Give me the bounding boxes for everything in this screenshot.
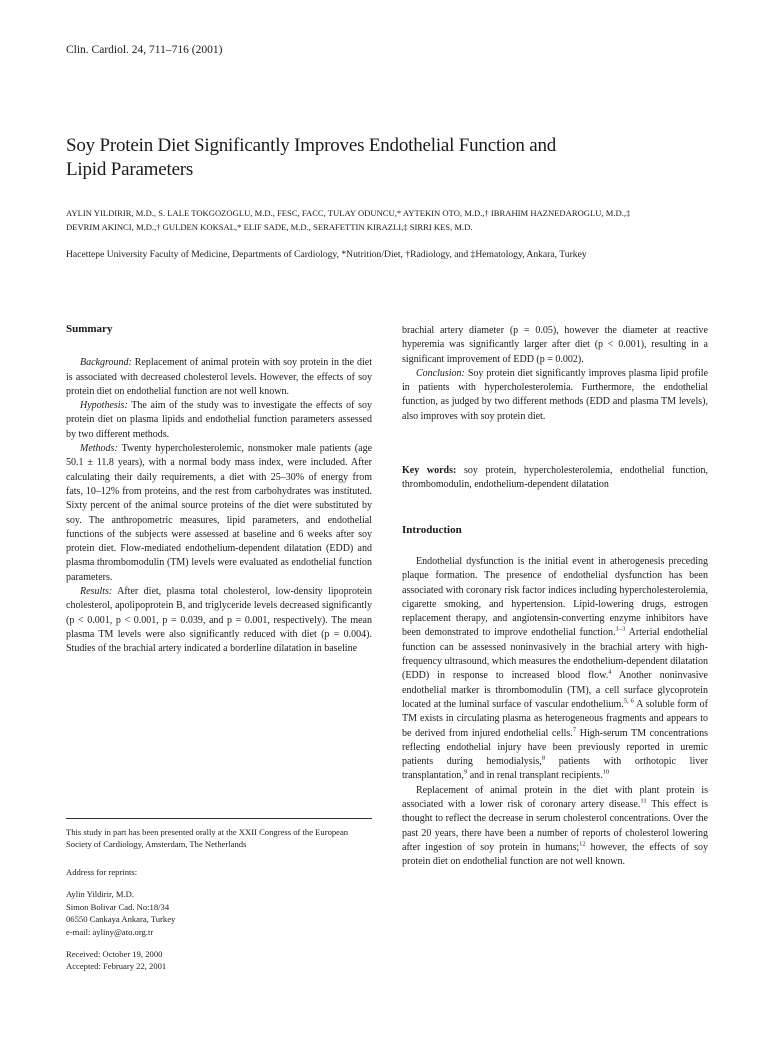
- address-city: 06550 Cankaya Ankara, Turkey: [66, 914, 176, 925]
- received-date: Received: October 19, 2000: [66, 949, 163, 960]
- title-line-2: Lipid Parameters: [66, 159, 194, 180]
- summary-results-continued: brachial artery diameter (p = 0.05), however the diameter at reactive hyperemia was significantly larger after diet (p < 0.001), resulting in a significant improvement of EDD (p = 0.002).: [402, 325, 708, 365]
- citation: 12: [579, 840, 586, 848]
- address-label: Address for reprints:: [66, 867, 138, 877]
- citation: 5, 6: [623, 697, 634, 705]
- keywords-text: soy protein, hypercholesterolemia, endothelial function, thrombomodulin, endothelium-dependent dilatation: [402, 465, 709, 491]
- introduction-paragraph-2: [402, 784, 708, 870]
- summary-background: [66, 356, 372, 399]
- reprint-address: [66, 866, 372, 973]
- methods-text: Twenty hypercholesterolemic, nonsmoker male patients (age 50.1 ± 11.8 years), with a normal body mass index, were included. After calculating their daily requirements, a diet with 25–30% of energy from fats, 10–12% from proteins, and the rest from carbohydrates was instituted. Sixty percent of the animal source proteins of the diet were substituted by soy. The anthropometric measures, lipid parameters, and endothelial functions of the subjects were assessed at baseline and 6 weeks after soy protein diet. Flow-mediated endothelium-dependent dilatation (EDD) and plasma thrombomodulin (TM) levels were evaluated as endothelial function parameters.: [66, 443, 373, 583]
- accepted-date: Accepted: February 22, 2001: [66, 961, 167, 972]
- left-column: [66, 322, 372, 657]
- intro-p1-f: patients with orthotopic liver transplantation,: [402, 756, 708, 782]
- intro-p1-b: Arterial endothelial function can be assessed noninvasively in the brachial artery with high-frequency ultrasound, which measures the endothelium-dependent dilatation (EDD) in response to increased blood flow.: [402, 627, 708, 682]
- citation: 10: [602, 769, 610, 777]
- citation: 11: [640, 797, 647, 805]
- summary-heading: Summary: [66, 323, 113, 335]
- introduction-heading: Introduction: [402, 523, 462, 536]
- address-email: e-mail: ayliny@ato.org.tr: [66, 926, 154, 937]
- summary-results: [66, 585, 372, 656]
- background-label: Background:: [80, 357, 132, 369]
- article-title: [66, 134, 686, 182]
- citation: 9: [463, 769, 468, 777]
- results-text: After diet, plasma total cholesterol, low-density lipoprotein cholesterol, apolipoprotein B, and triglyceride levels decreased significantly (p < 0.001, p < 0.001, p = 0.039, and p = 0.001, respectively). The mean plasma TM levels were also significantly reduced with diet (p = 0.004). Studies of the brachial artery indicated a borderline dilatation in baseline: [66, 586, 372, 655]
- affiliation: Hacettepe University Faculty of Medicine, Departments of Cardiology, *Nutrition/Diet, †Radiology, and ‡Hematology, Ankara, Turkey: [66, 249, 587, 260]
- hypothesis-text: The aim of the study was to investigate the effects of soy protein diet on plasma lipids and endothelial function parameters assessed by two different methods.: [66, 400, 372, 440]
- citation: 4: [608, 669, 612, 677]
- background-text: Replacement of animal protein with soy protein in the diet is associated with decreased cholesterol levels. However, the effects of soy protein diet on endothelial function are not well known.: [66, 357, 372, 397]
- conclusion-text: Soy protein diet significantly improves plasma lipid profile in patients with hypercholesterolemia. Furthermore, the endothelial function, as judged by two different methods (EDD and plasma TM levels), also improves with soy protein diet.: [402, 367, 709, 422]
- introduction-paragraph-1: [402, 555, 708, 784]
- summary-hypothesis: [66, 399, 372, 442]
- keywords: [402, 464, 708, 493]
- citation: 7: [572, 726, 577, 734]
- citation: 8: [541, 754, 546, 762]
- intro-p1-a: Endothelial dysfunction is the initial event in atherogenesis preceding plaque formation. The presence of endothelial dysfunction has been associated with coronary risk factor indices including hypercholesterolemia, cigarette smoking, and hypertension. Lipid-lowering drugs, estrogen replacement therapy, and angiotensin-converting enzyme inhibitors have been demonstrated to improve endothelial function.: [402, 555, 708, 639]
- author-list: [66, 206, 706, 234]
- address-street: Simon Bolivar Cad. No:18/34: [66, 901, 170, 912]
- title-line-1: Soy Protein Diet Significantly Improves Endothelial Function and: [66, 135, 557, 156]
- right-column: [402, 324, 708, 870]
- footnote-rule: [66, 818, 372, 819]
- intro-p1-g: and in renal transplant recipients.: [467, 770, 603, 782]
- authors-line-1: AYLIN YILDIRIR, M.D., S. LALE TOKGOZOGLU, M.D., FESC, FACC, TULAY ODUNCU,* AYTEKIN OTO, M.D.,† IBRAHIM HAZNEDAROGLU, M.D.,‡: [66, 208, 631, 218]
- intro-p2-b: This effect is thought to reflect the decrease in serum cholesterol concentrations. Over the past 20 years, there have been a number of reports of cholesterol lowering after ingestion of soy protein in humans;: [402, 799, 709, 853]
- intro-p2-c: however, the effects of soy protein diet on endothelial function are not well known.: [402, 841, 708, 868]
- hypothesis-label: Hypothesis:: [80, 400, 128, 412]
- intro-p1-e: High-serum TM concentrations reflecting endothelial injury have been previously reported in uremic patients during hemodialysis,: [402, 727, 708, 768]
- intro-p1-d: A soluble form of TM exists in circulating plasma as heterogeneous fragments and appears to be derived from injured endothelial cells.: [402, 698, 708, 739]
- conclusion-label: Conclusion:: [416, 367, 465, 379]
- summary-methods: [66, 442, 372, 585]
- journal-reference: Clin. Cardiol. 24, 711–716 (2001): [66, 44, 223, 56]
- footnote-text: This study in part has been presented orally at the XXII Congress of the European Society of Cardiology, Amsterdam, The Netherlands: [66, 827, 349, 850]
- methods-label: Methods:: [80, 443, 118, 455]
- address-name: Aylin Yildirir, M.D.: [66, 889, 135, 900]
- citation: 1–3: [615, 626, 626, 634]
- keywords-label: Key words:: [402, 465, 457, 477]
- authors-line-2: DEVRIM AKINCI, M.D.,† GULDEN KOKSAL,* ELIF SADE, M.D., SERAFETTIN KIRAZLI,‡ SIRRI KES, M.D.: [66, 222, 473, 232]
- results-label: Results:: [80, 586, 113, 598]
- intro-p1-c: Another noninvasive endothelial marker is thrombomodulin (TM), a cell surface glycoprotein located at the luminal surface of vascular endothelium.: [402, 670, 708, 710]
- summary-conclusion: [402, 367, 708, 424]
- intro-p2-a: Replacement of animal protein in the diet with plant protein is associated with a lower risk of coronary artery disease.: [402, 784, 708, 811]
- footnote: [66, 826, 372, 851]
